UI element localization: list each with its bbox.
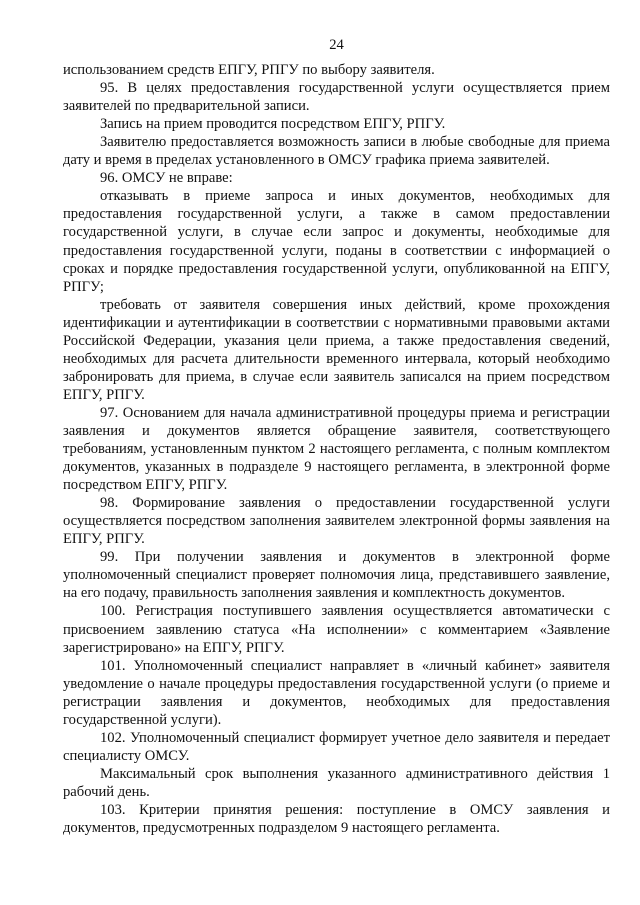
page-number: 24 <box>329 37 344 53</box>
paragraph-98: 98. Формирование заявления о предоставлении государственной услуги осуществляется посредством заполнения заявителем электронной формы заявления на ЕПГУ, РПГУ. <box>63 495 610 548</box>
paragraph-101: 101. Уполномоченный специалист направляет в «личный кабинет» заявителя уведомление о начале процедуры предоставления государственной услуги (о приеме и регистрации заявления и документов, необходимых для предоставления государственной услуги). <box>63 657 610 728</box>
document-page <box>63 36 610 837</box>
paragraph-95-record: Запись на прием проводится посредством ЕПГУ, РПГУ. <box>100 116 446 133</box>
paragraph-99: 99. При получении заявления и документов в электронной форме уполномоченный специалист проверяет полномочия лица, представившего заявление, на его подачу, правильность заполнения заявления и комплектность документов. <box>63 549 610 602</box>
paragraph-100: 100. Регистрация поступившего заявления осуществляется автоматически с присвоением заявлению статуса «На исполнении» с комментарием «Заявление зарегистрировано» на ЕПГУ, РПГУ. <box>63 603 610 656</box>
paragraph-96: 96. ОМСУ не вправе: <box>100 170 233 187</box>
paragraph-103: 103. Критерии принятия решения: поступление в ОМСУ заявления и документов, предусмотренных подразделом 9 настоящего регламента. <box>63 801 610 837</box>
paragraph-102-deadline: Максимальный срок выполнения указанного административного действия 1 рабочий день. <box>63 765 610 800</box>
paragraph-102: 102. Уполномоченный специалист формирует учетное дело заявителя и передает специалисту ОМСУ. <box>63 729 610 764</box>
paragraph-95-schedule: Заявителю предоставляется возможность записи в любые свободные для приема дату и время в пределах установленного в ОМСУ графика приема заявителей. <box>63 134 610 169</box>
paragraph-96-require: требовать от заявителя совершения иных действий, кроме прохождения идентификации и аутентификации в соответствии с нормативными правовыми актами Российской Федерации, указания цели приема, а также предоставления сведений, необходимых для расчета длительности временного интервала, который необходимо забронировать для приема, в случае если заявитель записался на прием посредством ЕПГУ, РПГУ. <box>63 296 610 403</box>
paragraph-97: 97. Основанием для начала административной процедуры приема и регистрации заявления и документов является обращение заявителя, соответствующего требованиям, установленным пунктом 2 настоящего регламента, с полным комплектом документов, указанных в подразделе 9 настоящего регламента, в электронной форме посредством ЕПГУ, РПГУ. <box>63 404 610 494</box>
paragraph-96-refuse: отказывать в приеме запроса и иных документов, необходимых для предоставления государственной услуги, а также в самом предоставлении государственной услуги, в случае если запрос и документы, необходимые для предоставления государственной услуги, поданы в соответствии с информацией о сроках и порядке предоставления государственной услуги, опубликованной на ЕПГУ, РПГУ; <box>63 188 610 295</box>
paragraph-95: 95. В целях предоставления государственной услуги осуществляется прием заявителей по предварительной записи. <box>63 80 610 115</box>
paragraph-continuation: использованием средств ЕПГУ, РПГУ по выбору заявителя. <box>63 62 435 79</box>
